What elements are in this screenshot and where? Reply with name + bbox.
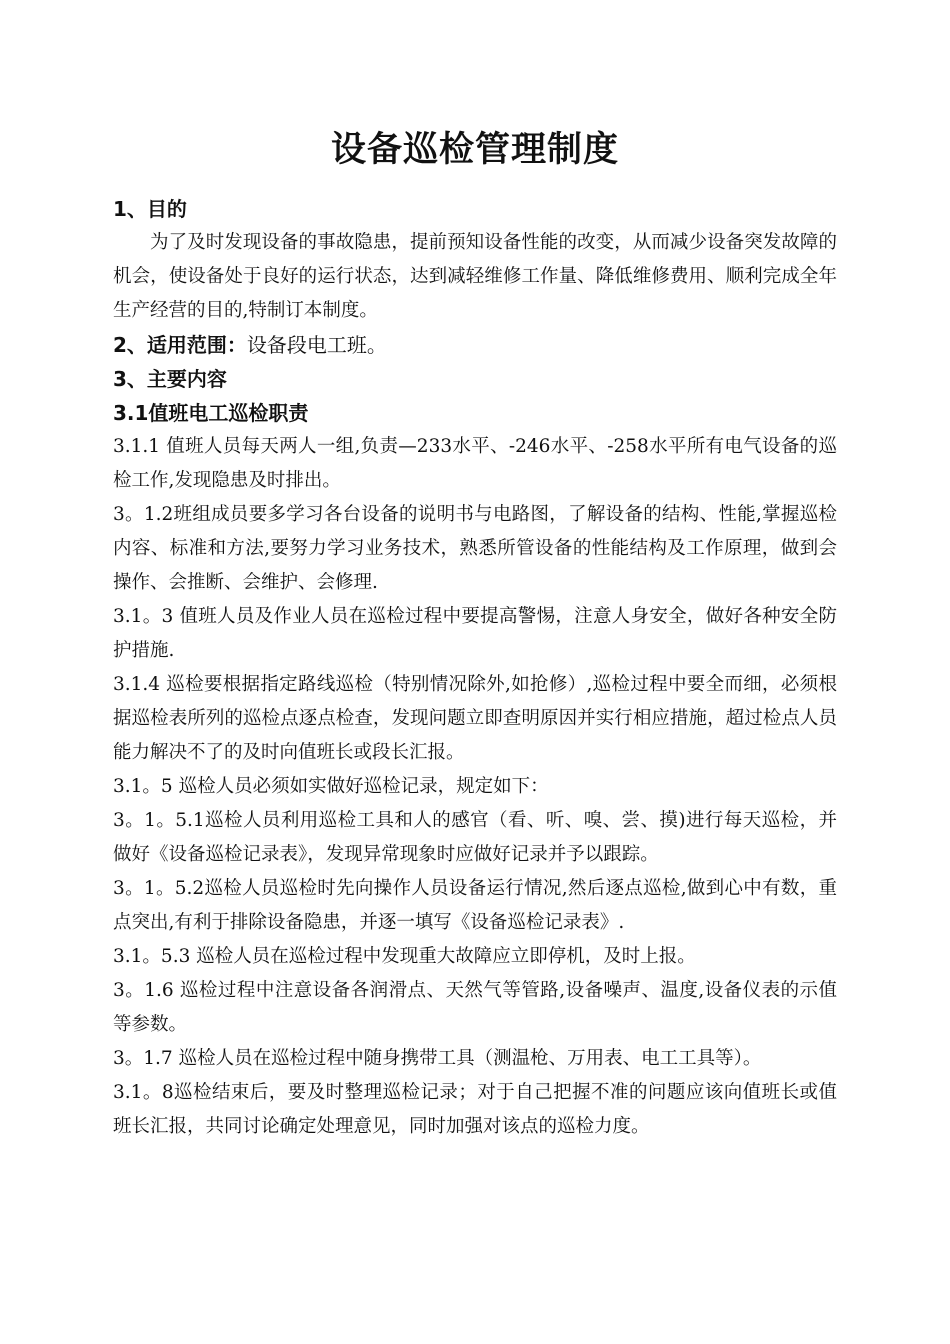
clause-3-1-8: 3.1。8巡检结束后，要及时整理巡检记录；对于自己把握不准的问题应该向值班长或值班长汇报，共同讨论确定处理意见，同时加强对该点的巡检力度。	[113, 1082, 837, 1137]
clause-3-1-6: 3。1.6 巡检过程中注意设备各润滑点、天然气等管路,设备噪声、温度,设备仪表的示值等参数。	[113, 980, 837, 1035]
clause-3-1-5-3: 3.1。5.3 巡检人员在巡检过程中发现重大故障应立即停机，及时上报。	[113, 946, 696, 967]
section-heading-content: 3、主要内容	[113, 367, 227, 391]
clause-3-1-1: 3.1.1 值班人员每天两人一组,负责—233水平、-246水平、-258水平所有电气设备的巡检工作,发现隐患及时排出。	[113, 436, 837, 491]
clause-3-1-2: 3。1.2班组成员要多学习各台设备的说明书与电路图，了解设备的结构、性能,掌握巡检内容、标准和方法,要努力学习业务技术，熟悉所管设备的性能结构及工作原理，做到会操作、会推断、会维护、会修理.	[113, 504, 837, 593]
document-page	[113, 120, 837, 1144]
purpose-paragraph: 为了及时发现设备的事故隐患，提前预知设备性能的改变，从而减少设备突发故障的机会，使设备处于良好的运行状态，达到减轻维修工作量、降低维修费用、顺利完成全年生产经营的目的,特制订本制度。	[113, 232, 837, 321]
clause-3-1-7: 3。1.7 巡检人员在巡检过程中随身携带工具（测温枪、万用表、电工工具等）。	[113, 1048, 762, 1069]
clause-3-1-3: 3.1。3 值班人员及作业人员在巡检过程中要提高警惕，注意人身安全，做好各种安全防护措施.	[113, 606, 837, 661]
section-heading-purpose: 1、目的	[113, 197, 187, 221]
clause-3-1-4: 3.1.4 巡检要根据指定路线巡检（特别情况除外,如抢修）,巡检过程中要全而细，必须根据巡检表所列的巡检点逐点检查，发现问题立即查明原因并实行相应措施，超过检点人员能力解决不了的及时向值班长或段长汇报。	[113, 674, 837, 763]
scope-label: 2、适用范围：	[113, 333, 247, 357]
section-heading-scope	[113, 328, 837, 362]
scope-value: 设备段电工班。	[246, 333, 387, 357]
section-heading-duty: 3.1值班电工巡检职责	[113, 401, 309, 425]
clause-3-1-5: 3.1。5 巡检人员必须如实做好巡检记录，规定如下：	[113, 776, 549, 797]
clause-3-1-5-1: 3。1。5.1巡检人员利用巡检工具和人的感官（看、听、嗅、尝、摸)进行每天巡检，并做好《设备巡检记录表》，发现异常现象时应做好记录并予以跟踪。	[113, 810, 837, 865]
clause-3-1-5-2: 3。1。5.2巡检人员巡检时先向操作人员设备运行情况,然后逐点巡检,做到心中有数，重点突出,有利于排除设备隐患，并逐一填写《设备巡检记录表》.	[113, 878, 837, 933]
document-title: 设备巡检管理制度	[330, 130, 619, 170]
